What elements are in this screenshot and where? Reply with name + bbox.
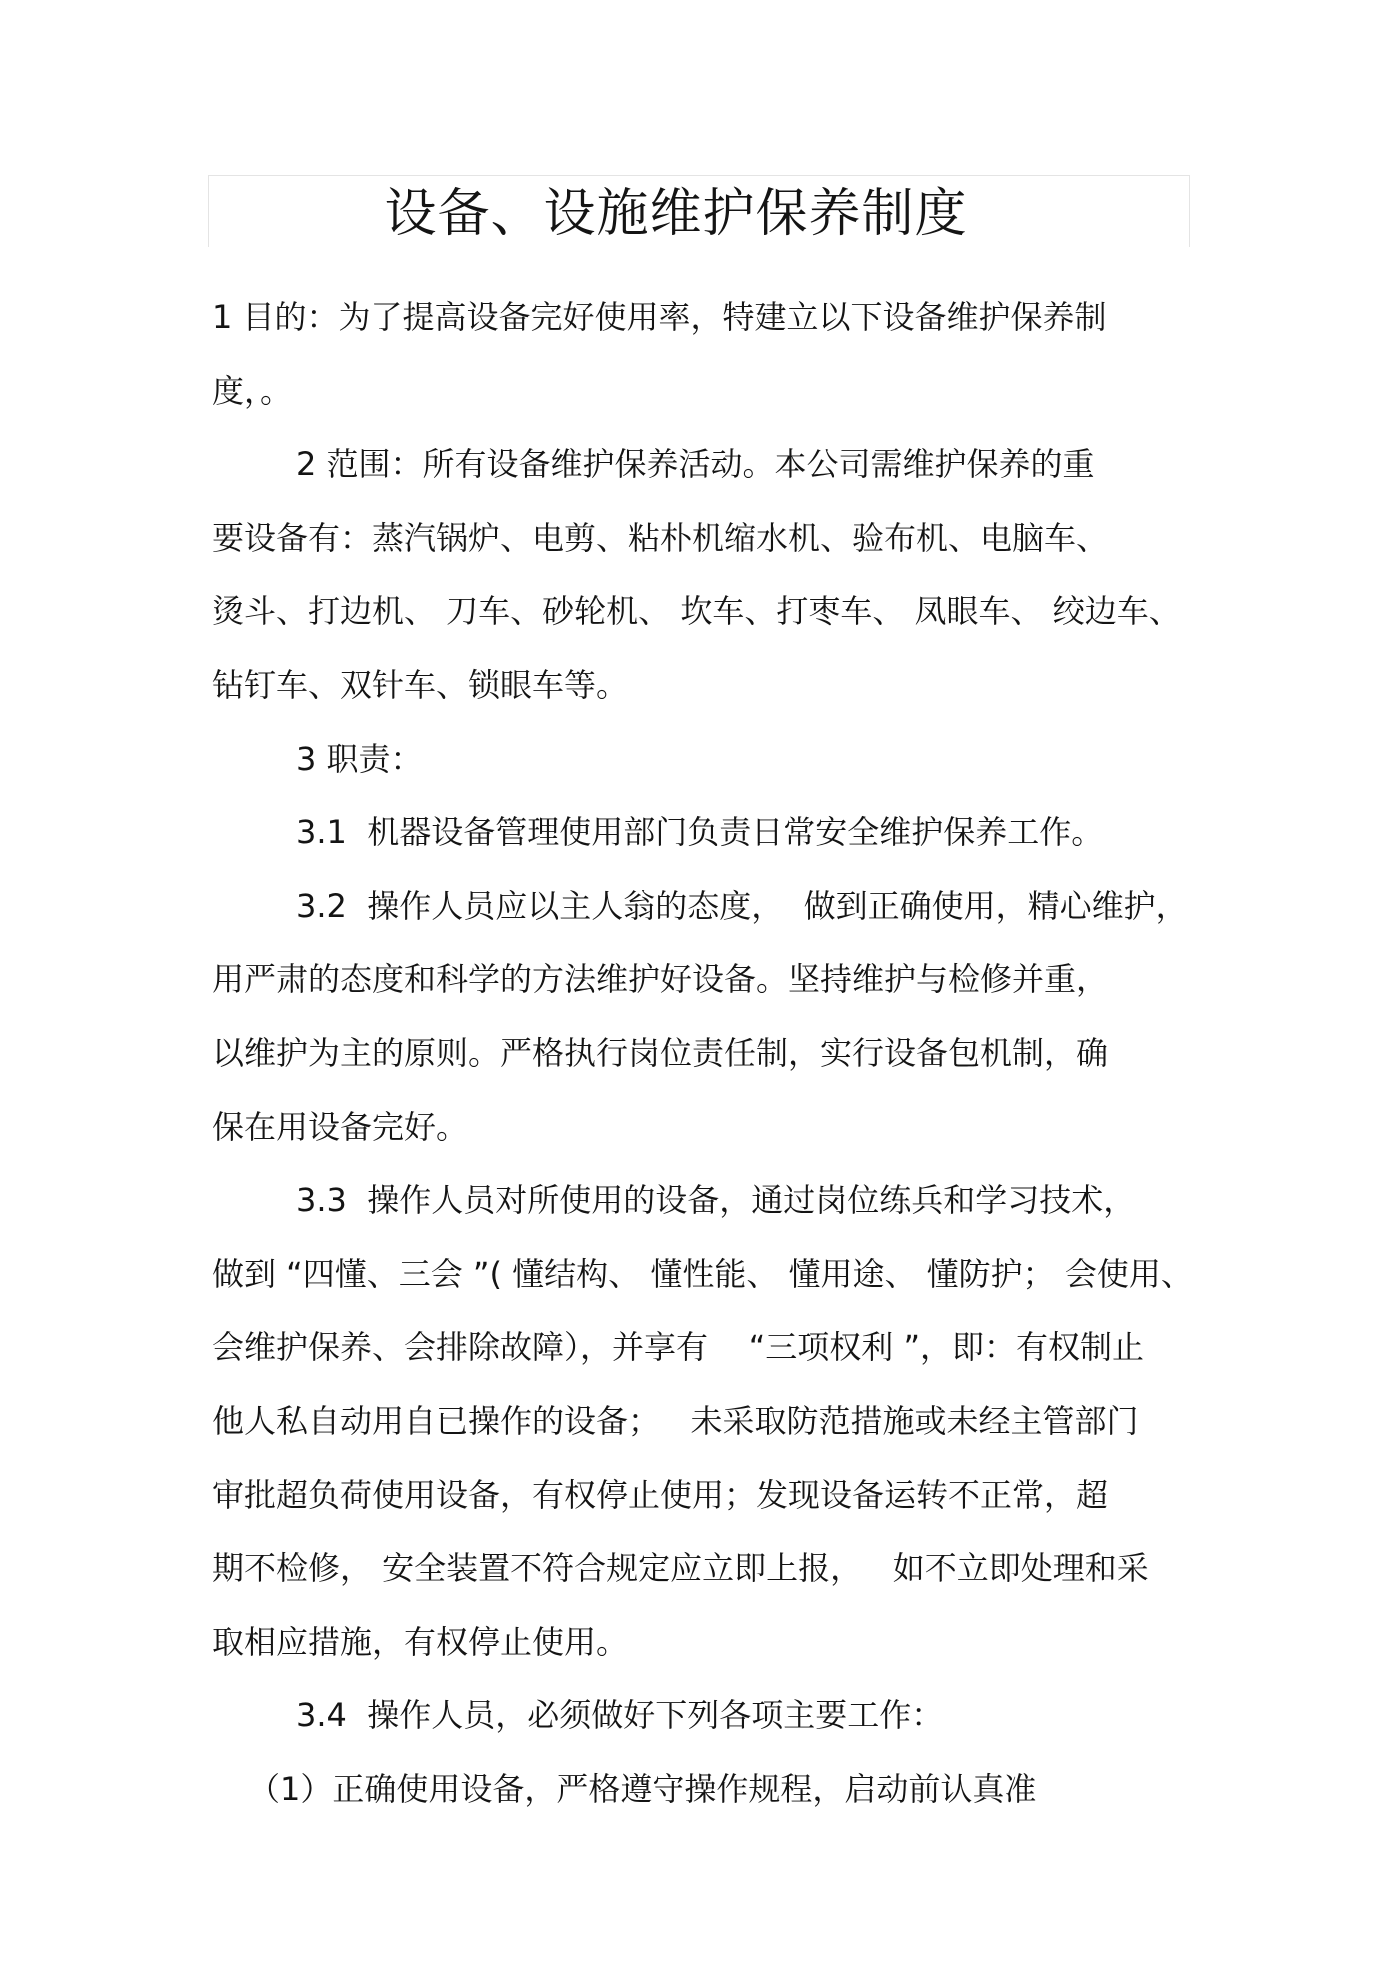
duty-3-2-line-3: 以维护为主的原则。严格执行岗位责任制，实行设备包机制，确 — [212, 1033, 1109, 1072]
duty-3-3-line-1: 3.3 操作人员对所使用的设备，通过岗位练兵和学习技术， — [296, 1181, 1136, 1220]
scope-line-1: 2 范围：所有设备维护保养活动。本公司需维护保养的重 — [296, 445, 1095, 484]
scope-line-3: 烫斗、打边机、 刀车、砂轮机、 坎车、打枣车、 凤眼车、 绞边车、 — [212, 592, 1181, 631]
document-title: 设备、设施维护保养制度 — [384, 184, 968, 244]
duty-3-4-heading: 3.4 操作人员，必须做好下列各项主要工作： — [296, 1696, 944, 1735]
duty-3-2-line-4: 保在用设备完好。 — [212, 1107, 469, 1146]
duty-3-1-line-1: 3.1 机器设备管理使用部门负责日常安全维护保养工作。 — [296, 813, 1104, 852]
duty-3-3-line-7: 取相应措施，有权停止使用。 — [212, 1622, 629, 1661]
duty-3-4-item-1-line-1: （1）正确使用设备，严格遵守操作规程，启动前认真准 — [248, 1769, 1037, 1808]
duty-3-2-line-1: 3.2 操作人员应以主人翁的态度， 做到正确使用，精心维护， — [296, 886, 1188, 925]
duties-heading: 3 职责： — [296, 739, 423, 778]
duty-3-2-line-2: 用严肃的态度和科学的方法维护好设备。坚持维护与检修并重， — [212, 960, 1109, 999]
duty-3-3-line-3: 会维护保养、会排除故障），并享有 “三项权利 ”，即：有权制止 — [212, 1328, 1145, 1367]
document-body — [212, 281, 1312, 1826]
duty-3-3-line-4: 他人私自动用自已操作的设备； 未采取防范措施或未经主管部门 — [212, 1401, 1139, 1440]
duty-3-3-line-6: 期不检修， 安全装置不符合规定应立即上报， 如不立即处理和采 — [212, 1549, 1149, 1588]
scope-line-4: 钻钉车、双针车、锁眼车等。 — [212, 665, 629, 704]
purpose-line-2: 度，。 — [212, 371, 293, 410]
scope-line-2: 要设备有：蒸汽锅炉、电剪、粘朴机缩水机、验布机、电脑车、 — [212, 518, 1109, 557]
duty-3-3-line-5: 审批超负荷使用设备，有权停止使用；发现设备运转不正常，超 — [212, 1475, 1109, 1514]
duty-3-3-line-2: 做到 “四懂、三会 ”( 懂结构、 懂性能、 懂用途、 懂防护； 会使用、 — [212, 1254, 1193, 1293]
purpose-line-1: 1 目的：为了提高设备完好使用率，特建立以下设备维护保养制 — [212, 298, 1107, 336]
